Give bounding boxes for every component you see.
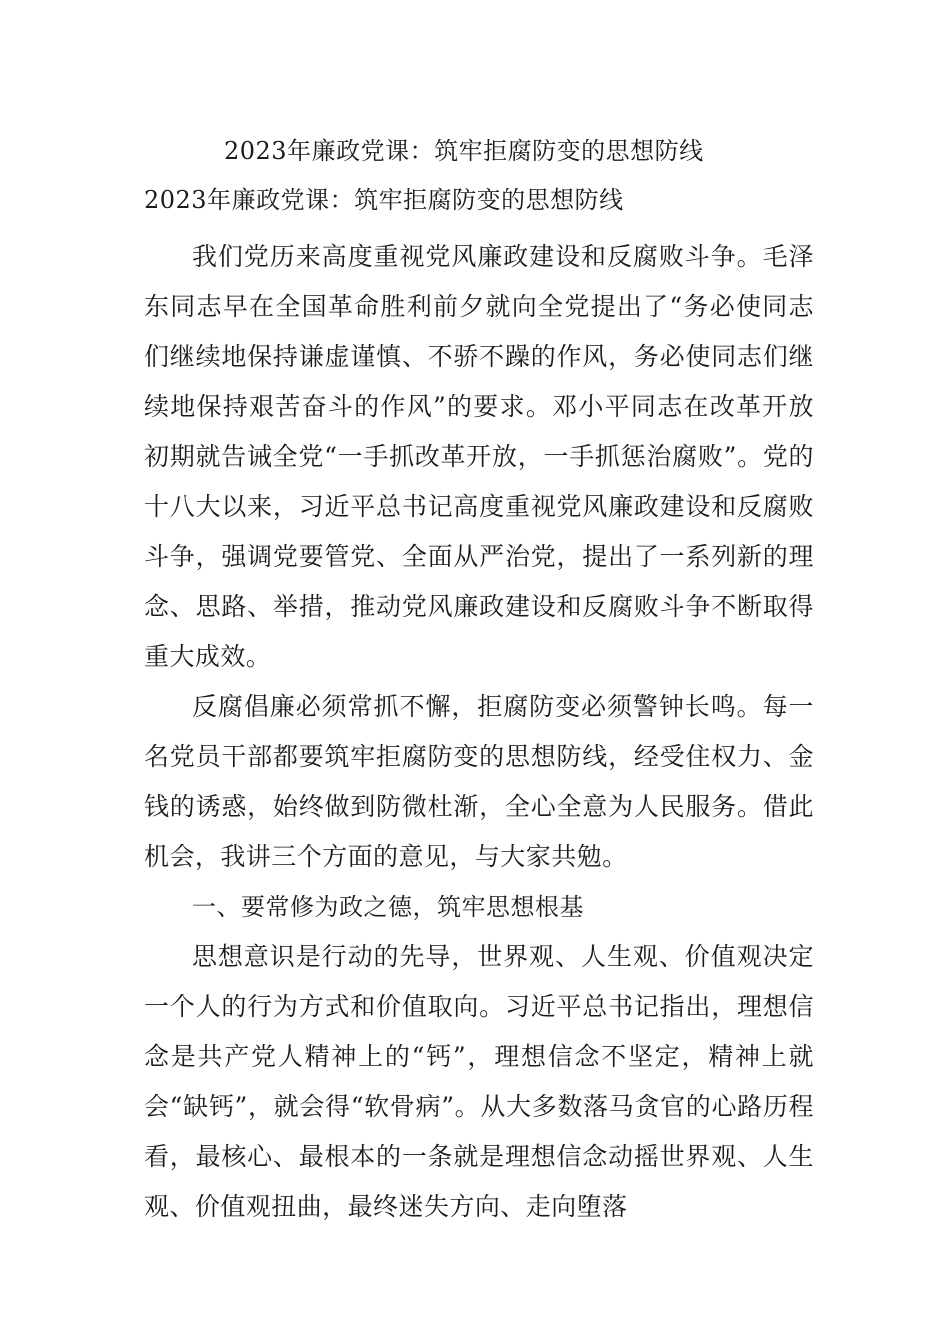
body-paragraph-2: 反腐倡廉必须常抓不懈，拒腐防变必须警钟长鸣。每一名党员干部都要筑牢拒腐防变的思想防线，经受住权力、金钱的诱惑，始终做到防微杜渐，全心全意为人民服务。借此机会，我讲三个方面的意见，与大家共勉。	[144, 692, 814, 871]
document-subtitle: 2023年廉政党课：筑牢拒腐防变的思想防线	[144, 186, 624, 214]
document-body	[144, 232, 814, 1232]
document-title: 2023年廉政党课：筑牢拒腐防变的思想防线	[224, 137, 704, 165]
section-paragraph: 思想意识是行动的先导，世界观、人生观、价值观决定一个人的行为方式和价值取向。习近平总书记指出，理想信念是共产党人精神上的“钙”，理想信念不坚定，精神上就会“缺钙”，就会得“软骨病”。从大多数落马贪官的心路历程看，最核心、最根本的一条就是理想信念动摇世界观、人生观、价值观扭曲，最终迷失方向、走向堕落	[144, 942, 814, 1221]
section-heading: 一、要常修为政之德，筑牢思想根基	[192, 893, 584, 921]
body-paragraph-1: 我们党历来高度重视党风廉政建设和反腐败斗争。毛泽东同志早在全国革命胜利前夕就向全党提出了“务必使同志们继续地保持谦虚谨慎、不骄不躁的作风，务必使同志们继续地保持艰苦奋斗的作风”的要求。邓小平同志在改革开放初期就告诫全党“一手抓改革开放，一手抓惩治腐败”。党的十八大以来，习近平总书记高度重视党风廉政建设和反腐败斗争，强调党要管党、全面从严治党，提出了一系列新的理念、思路、举措，推动党风廉政建设和反腐败斗争不断取得重大成效。	[144, 242, 814, 671]
